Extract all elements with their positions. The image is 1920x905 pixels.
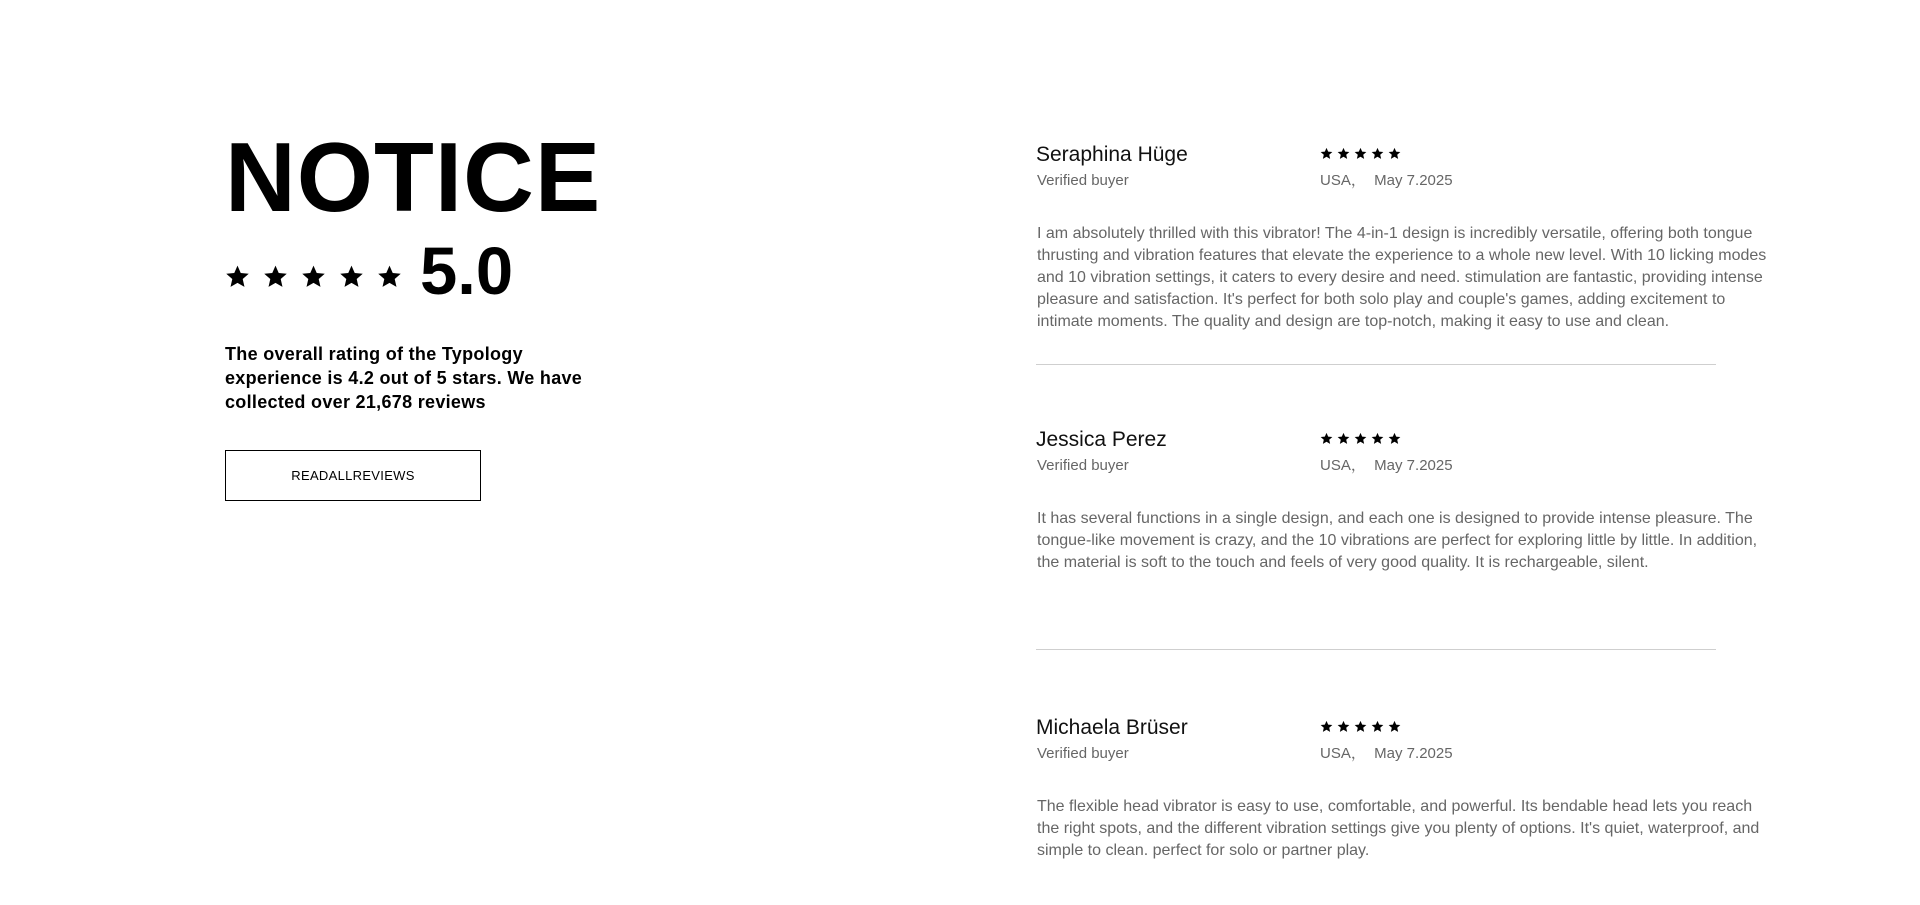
brand-title: NOTICE — [225, 122, 602, 232]
verified-buyer-label: Verified buyer — [1037, 457, 1129, 474]
star-icon — [1388, 147, 1401, 160]
verified-buyer-label: Verified buyer — [1037, 745, 1129, 762]
star-icon — [1354, 432, 1367, 445]
review-divider — [1036, 649, 1716, 650]
overall-star-rating — [225, 264, 402, 289]
star-icon — [1371, 432, 1384, 445]
star-icon — [225, 264, 250, 289]
review-text: It has several functions in a single design, and each one is designed to provide intense pleasure. The tongue-like movement is crazy, and the 10 vibrations are perfect for exploring little by little. In addition, the material is soft to the touch and feels of very good quality. It is rechargeable, silent. — [1037, 510, 1758, 571]
star-icon — [377, 264, 402, 289]
reviewer-name: Jessica Perez — [1036, 428, 1167, 451]
review-location-date: USA， May 7.2025 — [1320, 172, 1453, 189]
star-icon — [1320, 720, 1333, 733]
star-icon — [263, 264, 288, 289]
overall-score: 5.0 — [420, 233, 514, 309]
star-icon — [1354, 147, 1367, 160]
star-icon — [339, 264, 364, 289]
review-location-date: USA， May 7.2025 — [1320, 745, 1453, 762]
review-item — [1036, 426, 1776, 574]
review-star-rating — [1320, 720, 1401, 733]
reviewer-name: Seraphina Hüge — [1036, 143, 1188, 166]
star-icon — [1388, 720, 1401, 733]
star-icon — [1320, 147, 1333, 160]
reviewer-name: Michaela Brüser — [1036, 716, 1188, 739]
star-icon — [1337, 432, 1350, 445]
review-location-date: USA， May 7.2025 — [1320, 457, 1453, 474]
rating-summary — [225, 122, 625, 501]
review-item — [1036, 714, 1776, 862]
star-icon — [1371, 720, 1384, 733]
review-divider — [1036, 364, 1716, 365]
review-star-rating — [1320, 432, 1401, 445]
star-icon — [1337, 147, 1350, 160]
verified-buyer-label: Verified buyer — [1037, 172, 1129, 189]
review-item — [1036, 141, 1776, 333]
star-icon — [1371, 147, 1384, 160]
star-icon — [1337, 720, 1350, 733]
star-icon — [1320, 432, 1333, 445]
read-all-reviews-button[interactable]: READALLREVIEWS — [225, 450, 481, 501]
star-icon — [301, 264, 326, 289]
review-text: I am absolutely thrilled with this vibrator! The 4-in-1 design is incredibly versatile, offering both tongue thrusting and vibration features that elevate the experience to a whole new level. With 10 licking modes and 10 vibration settings, it caters to every desire and need. stimulation are fantastic, providing intense pleasure and satisfaction. It's perfect for both solo play and couple's games, adding excitement to intimate moments. The quality and design are top-notch, making it easy to use and clean. — [1037, 225, 1767, 330]
star-icon — [1388, 432, 1401, 445]
review-star-rating — [1320, 147, 1401, 160]
rating-summary-text: The overall rating of the Typology experience is 4.2 out of 5 stars. We have collected over 21,678 reviews — [225, 344, 583, 412]
star-icon — [1354, 720, 1367, 733]
review-text: The flexible head vibrator is easy to use, comfortable, and powerful. Its bendable head lets you reach the right spots, and the different vibration settings give you plenty of options. It's quiet, waterproof, and simple to clean. perfect for solo or partner play. — [1037, 798, 1760, 859]
overall-score-row — [225, 233, 625, 309]
